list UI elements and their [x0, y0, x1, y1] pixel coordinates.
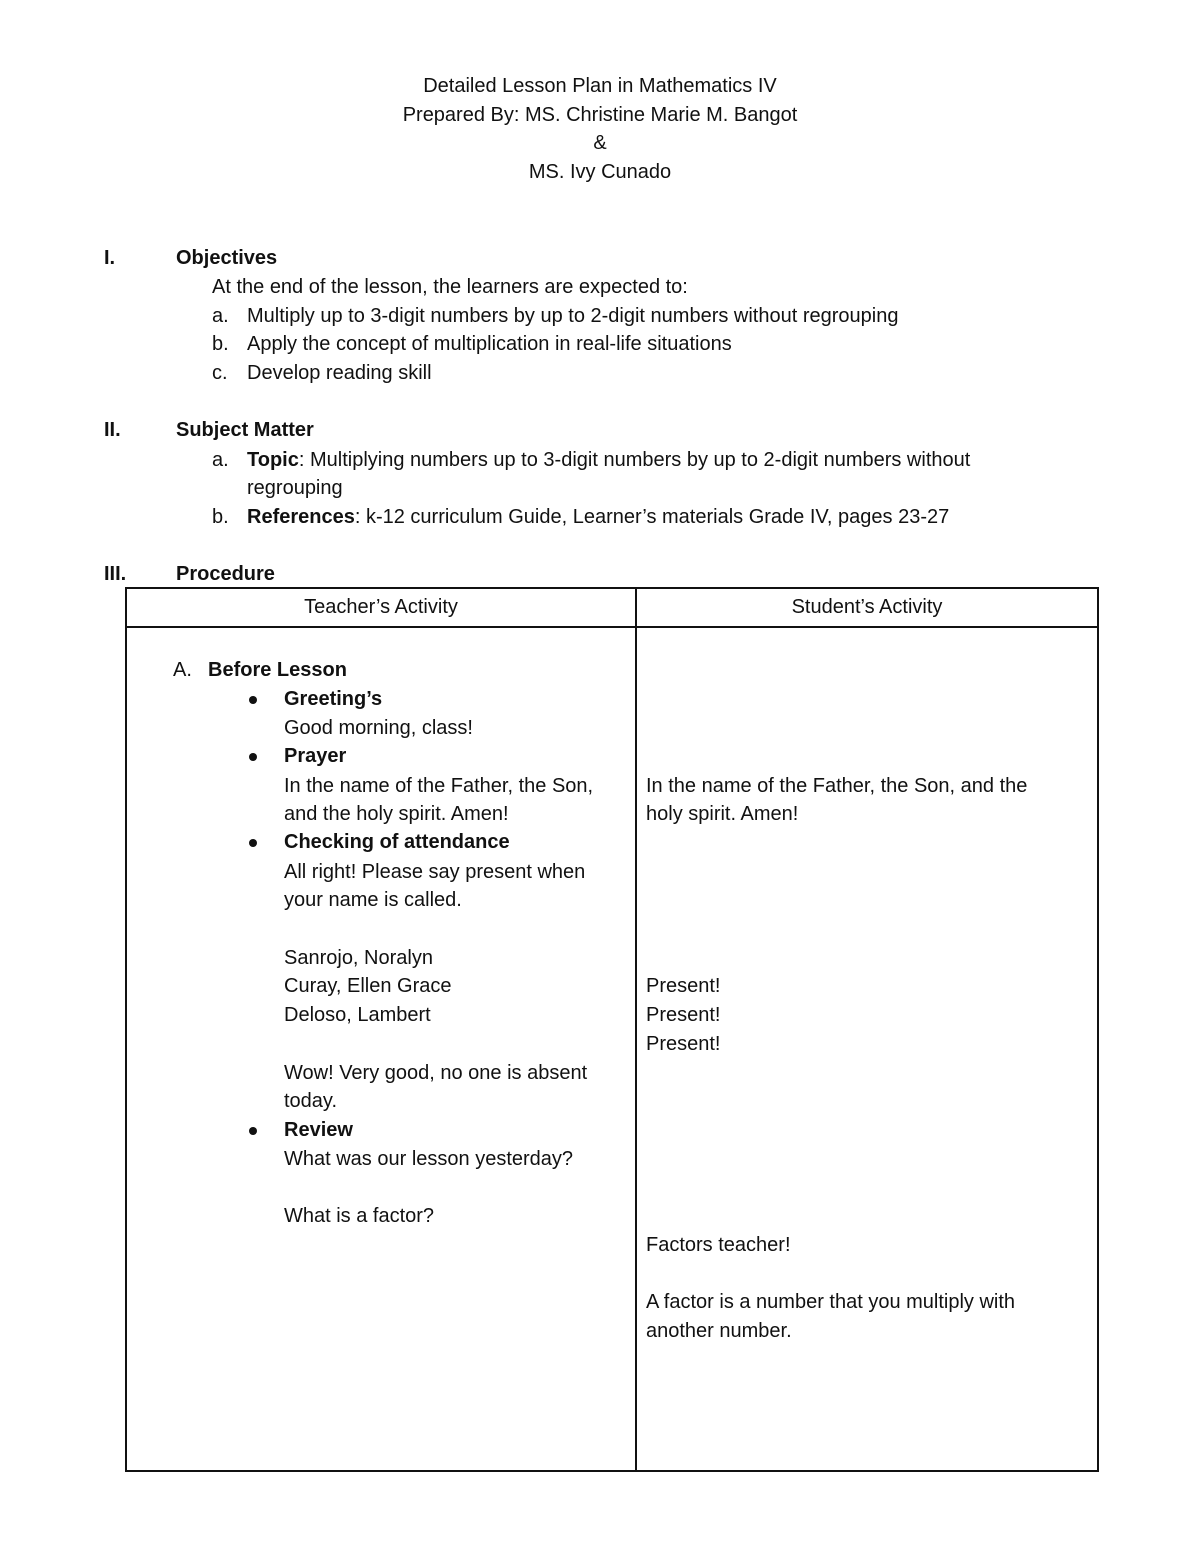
- prayer-title: Prayer: [284, 745, 347, 767]
- greetings-title: Greeting’s: [284, 688, 383, 710]
- teacher-prayer-line: In the name of the Father, the Son,: [284, 775, 594, 797]
- student-answer: Factors teacher!: [646, 1234, 791, 1256]
- bullet-icon: [249, 839, 257, 847]
- student-activity-header: Student’s Activity: [636, 588, 1098, 627]
- section-numeral-objectives: I.: [104, 247, 116, 269]
- document-title: Detailed Lesson Plan in Mathematics IV: [423, 75, 777, 97]
- bullet-icon: [249, 753, 257, 761]
- objective-letter: b.: [212, 333, 229, 355]
- objectives-heading: Objectives: [176, 247, 278, 269]
- objective-item: Develop reading skill: [247, 362, 432, 384]
- second-author: MS. Ivy Cunado: [528, 161, 672, 183]
- subject-matter-heading: Subject Matter: [176, 419, 314, 441]
- student-activity-cell: [636, 627, 1098, 1471]
- ampersand: &: [593, 132, 607, 154]
- student-name: Curay, Ellen Grace: [284, 975, 452, 997]
- attendance-title: Checking of attendance: [284, 831, 510, 853]
- praise-line: today.: [284, 1090, 337, 1112]
- section-numeral-subject-matter: II.: [104, 419, 121, 441]
- before-lesson-heading: Before Lesson: [208, 659, 347, 681]
- bullet-icon: [249, 1127, 257, 1135]
- section-letter: A.: [173, 659, 192, 681]
- student-name: Deloso, Lambert: [284, 1004, 431, 1026]
- objectives-intro: At the end of the lesson, the learners are expected to:: [212, 276, 688, 298]
- present-response: Present!: [646, 1004, 721, 1026]
- objective-letter: c.: [212, 362, 228, 384]
- topic-text: : Multiplying numbers up to 3-digit numbers by up to 2-digit numbers without: [298, 449, 971, 471]
- references-line: [247, 503, 949, 531]
- objective-item: Apply the concept of multiplication in real-life situations: [247, 333, 732, 355]
- attendance-line: All right! Please say present when: [284, 861, 586, 883]
- teacher-prayer-line: and the holy spirit. Amen!: [284, 803, 509, 825]
- procedure-table-body-row: [126, 627, 1098, 1471]
- teacher-activity-cell: [126, 627, 636, 1471]
- topic-text-continued: regrouping: [247, 477, 343, 499]
- references-label: References: [247, 506, 355, 528]
- student-prayer-line: holy spirit. Amen!: [646, 803, 799, 825]
- student-name: Sanrojo, Noralyn: [284, 947, 433, 969]
- review-question: What is a factor?: [284, 1205, 435, 1227]
- greetings-line: Good morning, class!: [284, 717, 473, 739]
- review-question: What was our lesson yesterday?: [284, 1148, 574, 1170]
- review-title: Review: [284, 1119, 353, 1141]
- objective-item: Multiply up to 3-digit numbers by up to 2-digit numbers without regrouping: [247, 305, 899, 327]
- subject-letter: a.: [212, 449, 229, 471]
- subject-letter: b.: [212, 506, 229, 528]
- prepared-by: Prepared By: MS. Christine Marie M. Bangot: [402, 104, 798, 126]
- procedure-table-header-row: [126, 588, 1098, 627]
- praise-line: Wow! Very good, no one is absent: [284, 1062, 588, 1084]
- procedure-table: [125, 587, 1099, 1472]
- teacher-activity-header: Teacher’s Activity: [126, 588, 636, 627]
- references-text: : k-12 curriculum Guide, Learner’s materials Grade IV, pages 23-27: [354, 506, 950, 528]
- student-answer: A factor is a number that you multiply with: [646, 1291, 1016, 1313]
- present-response: Present!: [646, 1033, 721, 1055]
- attendance-line: your name is called.: [284, 889, 462, 911]
- topic-line: [247, 446, 970, 474]
- student-prayer-line: In the name of the Father, the Son, and the: [646, 775, 1028, 797]
- bullet-icon: [249, 696, 257, 704]
- student-answer: another number.: [646, 1320, 792, 1342]
- procedure-heading: Procedure: [176, 563, 275, 585]
- section-numeral-procedure: III.: [104, 563, 127, 585]
- topic-label: Topic: [247, 449, 299, 471]
- present-response: Present!: [646, 975, 721, 997]
- objective-letter: a.: [212, 305, 229, 327]
